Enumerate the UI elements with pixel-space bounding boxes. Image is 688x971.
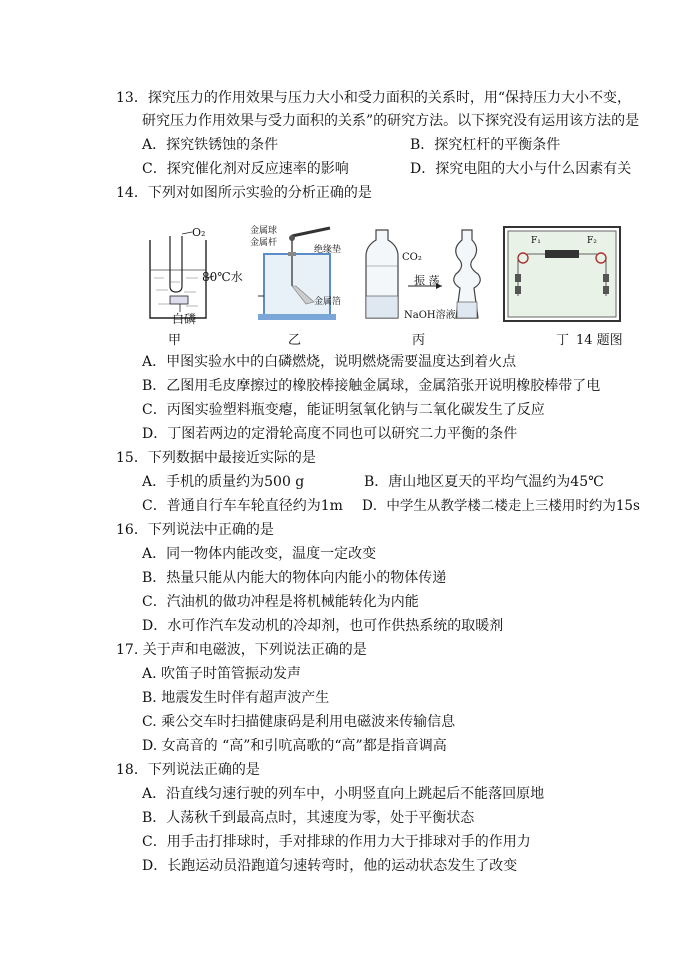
figure-label: 14 题图 <box>576 333 623 348</box>
metal-ball-label: 金属球 <box>250 226 278 236</box>
q16-option-d <box>142 616 503 636</box>
q14-option-a <box>142 352 516 372</box>
q13-number: 13． <box>116 90 148 106</box>
option-label: A. <box>142 666 157 682</box>
q18-option-c <box>142 832 531 852</box>
option-text: 乘公交车时扫描健康码是利用电磁波来传输信息 <box>161 714 456 730</box>
option-text: 探究催化剂对反应速率的影响 <box>166 161 349 177</box>
q13-stem-1: 探究压力的作用效果与压力大小和受力面积的关系时，用“保持压力大小不变， <box>147 90 631 106</box>
option-label: A． <box>142 546 167 562</box>
option-text: 女高音的 “高”和引吭高歌的“高”都是指音调高 <box>161 738 447 754</box>
q18-option-d <box>142 856 517 876</box>
option-text: 探究铁锈蚀的条件 <box>166 137 279 153</box>
option-label: C． <box>142 161 167 177</box>
option-text: 探究杠杆的平衡条件 <box>434 137 561 153</box>
figure-ding <box>503 226 621 322</box>
q18-option-b <box>142 808 474 828</box>
option-label: C. <box>142 714 157 730</box>
option-text: 汽油机的做功冲程是将机械能转化为内能 <box>166 594 419 610</box>
q18-line1 <box>116 760 260 780</box>
option-label: A． <box>142 786 167 802</box>
q16-option-a <box>142 544 376 564</box>
option-text: 地震发生时伴有超声波产生 <box>161 690 330 706</box>
option-text: 吹笛子时笛管振动发声 <box>161 666 302 682</box>
q13-option-d <box>410 159 631 179</box>
q18-stem: 下列说法正确的是 <box>147 762 260 778</box>
q13-option-c <box>142 159 349 179</box>
option-label: B. <box>142 690 157 706</box>
option-label: B． <box>142 810 167 826</box>
option-text: 用手击打排球时，手对排球的作用力大于排球对手的作用力 <box>166 834 531 850</box>
phosphorus-label: 白磷 <box>172 312 197 326</box>
q14-line1 <box>116 183 372 203</box>
option-label: A． <box>142 137 167 153</box>
option-label: D． <box>142 426 168 442</box>
option-label: D． <box>142 618 168 634</box>
figure-yi <box>248 226 348 322</box>
option-text: 水可作汽车发动机的冷却剂，也可作供热系统的取暖剂 <box>167 618 504 634</box>
option-label: B． <box>142 378 167 394</box>
option-text: 丙图实验塑料瓶变瘪，能证明氢氧化钠与二氧化碳发生了反应 <box>166 402 545 418</box>
o2-label: O₂ <box>192 226 206 239</box>
option-label: A． <box>142 474 167 490</box>
option-text: 乙图用毛皮摩擦过的橡胶棒接触金属球，金属箔张开说明橡胶棒带了电 <box>166 378 601 394</box>
q18-option-a <box>142 784 544 804</box>
q15-option-b <box>364 472 604 492</box>
option-text: 热量只能从内能大的物体向内能小的物体传递 <box>166 570 447 586</box>
q17-line1 <box>116 640 367 660</box>
q15-option-a <box>142 472 304 492</box>
naoh-label: NaOH溶液 <box>404 310 456 321</box>
q13-option-a <box>142 135 278 155</box>
option-text: 人荡秋千到最高点时，其速度为零，处于平衡状态 <box>166 810 475 826</box>
caption-bing: 丙 <box>412 333 426 348</box>
q14-stem: 下列对如图所示实验的分析正确的是 <box>147 185 372 201</box>
option-text: 同一物体内能改变，温度一定改变 <box>166 546 377 562</box>
q17-stem: 关于声和电磁波，下列说法正确的是 <box>142 642 367 658</box>
q16-number: 16． <box>116 522 148 538</box>
option-label: B． <box>142 570 167 586</box>
option-label: D． <box>142 858 168 874</box>
q17-option-c <box>142 712 455 732</box>
q13-line1 <box>116 88 631 108</box>
option-text: 甲图实验水中的白磷燃烧，说明燃烧需要温度达到着火点 <box>166 354 517 370</box>
figure-bing <box>362 226 492 322</box>
co2-label: CO₂ <box>402 252 422 263</box>
q17-option-d <box>142 736 447 756</box>
option-label: B． <box>364 474 389 490</box>
option-text: 沿直线匀速行驶的列车中，小明竖直向上跳起后不能落回原地 <box>166 786 545 802</box>
option-label: C． <box>142 402 167 418</box>
q17-option-a <box>142 664 301 684</box>
q16-option-c <box>142 592 419 612</box>
shake-label: 振 荡 <box>414 274 440 287</box>
q15-option-c <box>142 496 343 516</box>
q13-option-b <box>410 135 560 155</box>
f2-label: F₂ <box>587 236 597 246</box>
q15-line1 <box>116 448 316 468</box>
q13-stem-2: 研究压力作用效果与受力面积的关系”的研究方法。以下探究没有运用该方法的是 <box>142 113 640 129</box>
q15-option-d <box>362 496 640 516</box>
q16-stem: 下列说法中正确的是 <box>147 522 274 538</box>
q16-line1 <box>116 520 274 540</box>
option-text: 探究电阻的大小与什么因素有关 <box>435 161 632 177</box>
q15-number: 15． <box>116 450 148 466</box>
option-text: 普通自行车车轮直径约为1m <box>166 498 343 514</box>
f1-label: F₁ <box>531 236 541 246</box>
q15-stem: 下列数据中最接近实际的是 <box>147 450 316 466</box>
q18-number: 18． <box>116 762 148 778</box>
q14-number: 14． <box>116 185 148 201</box>
option-label: D． <box>362 498 387 514</box>
option-label: B． <box>410 137 435 153</box>
q14-option-d <box>142 424 517 444</box>
caption-jia: 甲 <box>168 333 182 348</box>
caption-yi: 乙 <box>288 333 302 348</box>
option-text: 丁图若两边的定滑轮高度不同也可以研究二力平衡的条件 <box>167 426 518 442</box>
balance-board-diagram <box>503 226 621 322</box>
option-label: C． <box>142 498 167 514</box>
caption-ding: 丁 <box>556 333 570 348</box>
metal-foil-label: 金属箔 <box>314 297 342 307</box>
q14-option-b <box>142 376 600 396</box>
q17-option-b <box>142 688 329 708</box>
option-text: 中学生从教学楼二楼走上三楼用时约为15s <box>386 498 640 514</box>
option-label: D. <box>142 738 158 754</box>
metal-rod-label: 金属杆 <box>250 238 278 248</box>
q16-option-b <box>142 568 446 588</box>
water-label: 80℃水 <box>202 270 243 284</box>
option-label: C． <box>142 834 167 850</box>
insulator-label: 绝缘垫 <box>314 245 342 255</box>
option-label: D． <box>410 161 436 177</box>
option-text: 唐山地区夏天的平均气温约为45℃ <box>388 474 604 490</box>
option-label: A． <box>142 354 167 370</box>
option-text: 长跑运动员沿跑道匀速转弯时，他的运动状态发生了改变 <box>167 858 518 874</box>
q17-number: 17. <box>116 642 139 658</box>
option-label: C． <box>142 594 167 610</box>
figure-jia <box>140 226 250 326</box>
option-text: 手机的质量约为500 g <box>166 474 305 490</box>
q14-option-c <box>142 400 545 420</box>
